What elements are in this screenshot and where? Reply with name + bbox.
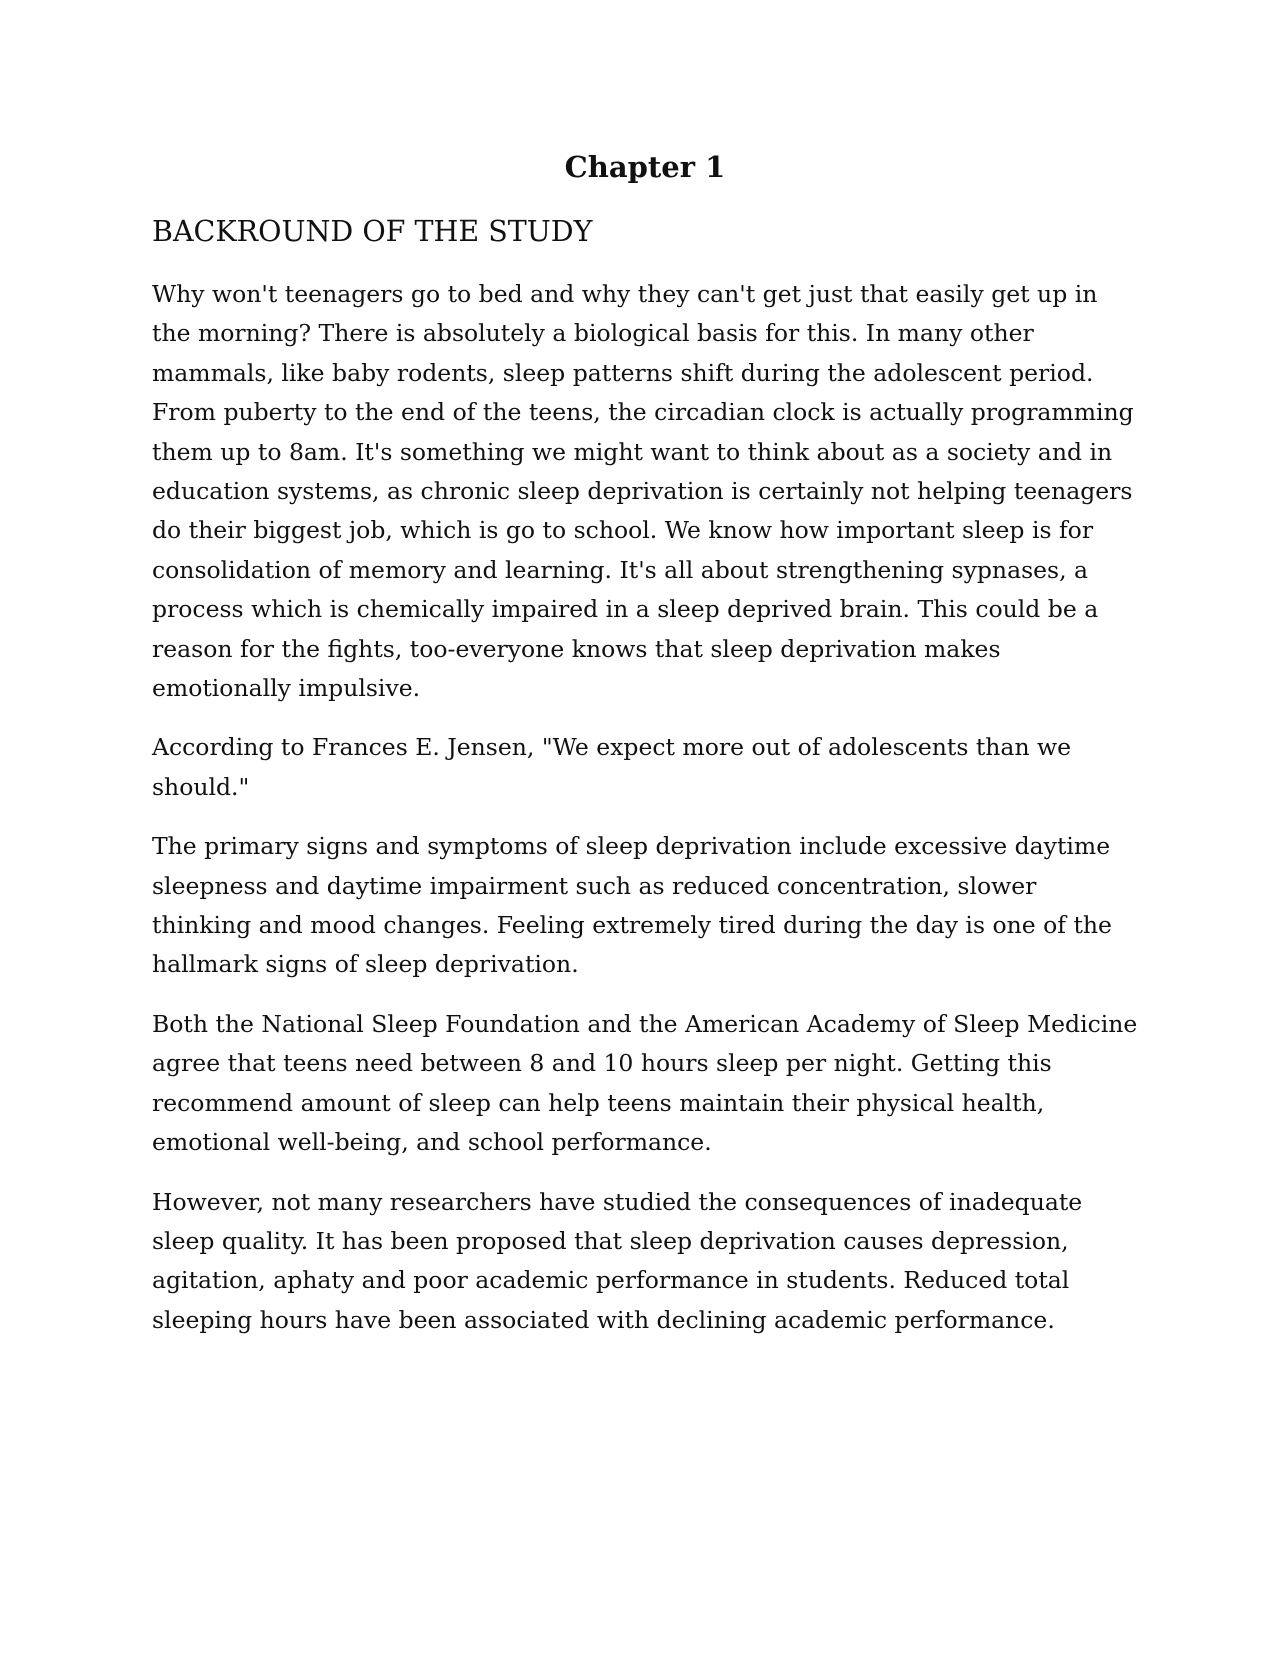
document-body bbox=[152, 150, 1138, 1360]
paragraph-sleep-recommendation: Both the National Sleep Foundation and the American Academy of Sleep Medicine agree that teens need between 8 and 10 hours sleep per night. Getting this recommend amount of sleep can help teens maintain their physical health, emotional well-being, and school performance. bbox=[152, 1009, 1138, 1157]
paragraph-research-consequences: However, not many researchers have studied the consequences of inadequate sleep quality. It has been proposed that sleep deprivation causes depression, agitation, aphaty and poor academic performance in students. Reduced total sleeping hours have been associated with declining academic performance. bbox=[152, 1187, 1083, 1334]
chapter-title: Chapter 1 bbox=[564, 150, 726, 184]
paragraph-jensen-quote: According to Frances E. Jensen, "We expect more out of adolescents than we should." bbox=[152, 733, 1072, 801]
section-heading: BACKROUND OF THE STUDY bbox=[152, 214, 593, 248]
paragraph-biological-basis: Why won't teenagers go to bed and why they can't get just that easily get up in the morning? There is absolutely a biological basis for this. In many other mammals, like baby rodents, sleep patterns shift during the adolescent period. From puberty to the end of the teens, the circadian clock is actually programming them up to 8am. It's something we might want to think about as a society and in education systems, as chronic sleep deprivation is certainly not helping teenagers do their biggest job, which is go to school. We know how important sleep is for consolidation of memory and learning. It's all about strengthening sypnases, a process which is chemically impaired in a sleep deprived brain. This could be a reason for the fights, too-everyone knows that sleep deprivation makes emotionally impulsive. bbox=[152, 279, 1134, 703]
paragraph-signs-symptoms: The primary signs and symptoms of sleep deprivation include excessive daytime sleepness and daytime impairment such as reduced concentration, slower thinking and mood changes. Feeling extremely tired during the day is one of the hallmark signs of sleep deprivation. bbox=[152, 832, 1112, 979]
